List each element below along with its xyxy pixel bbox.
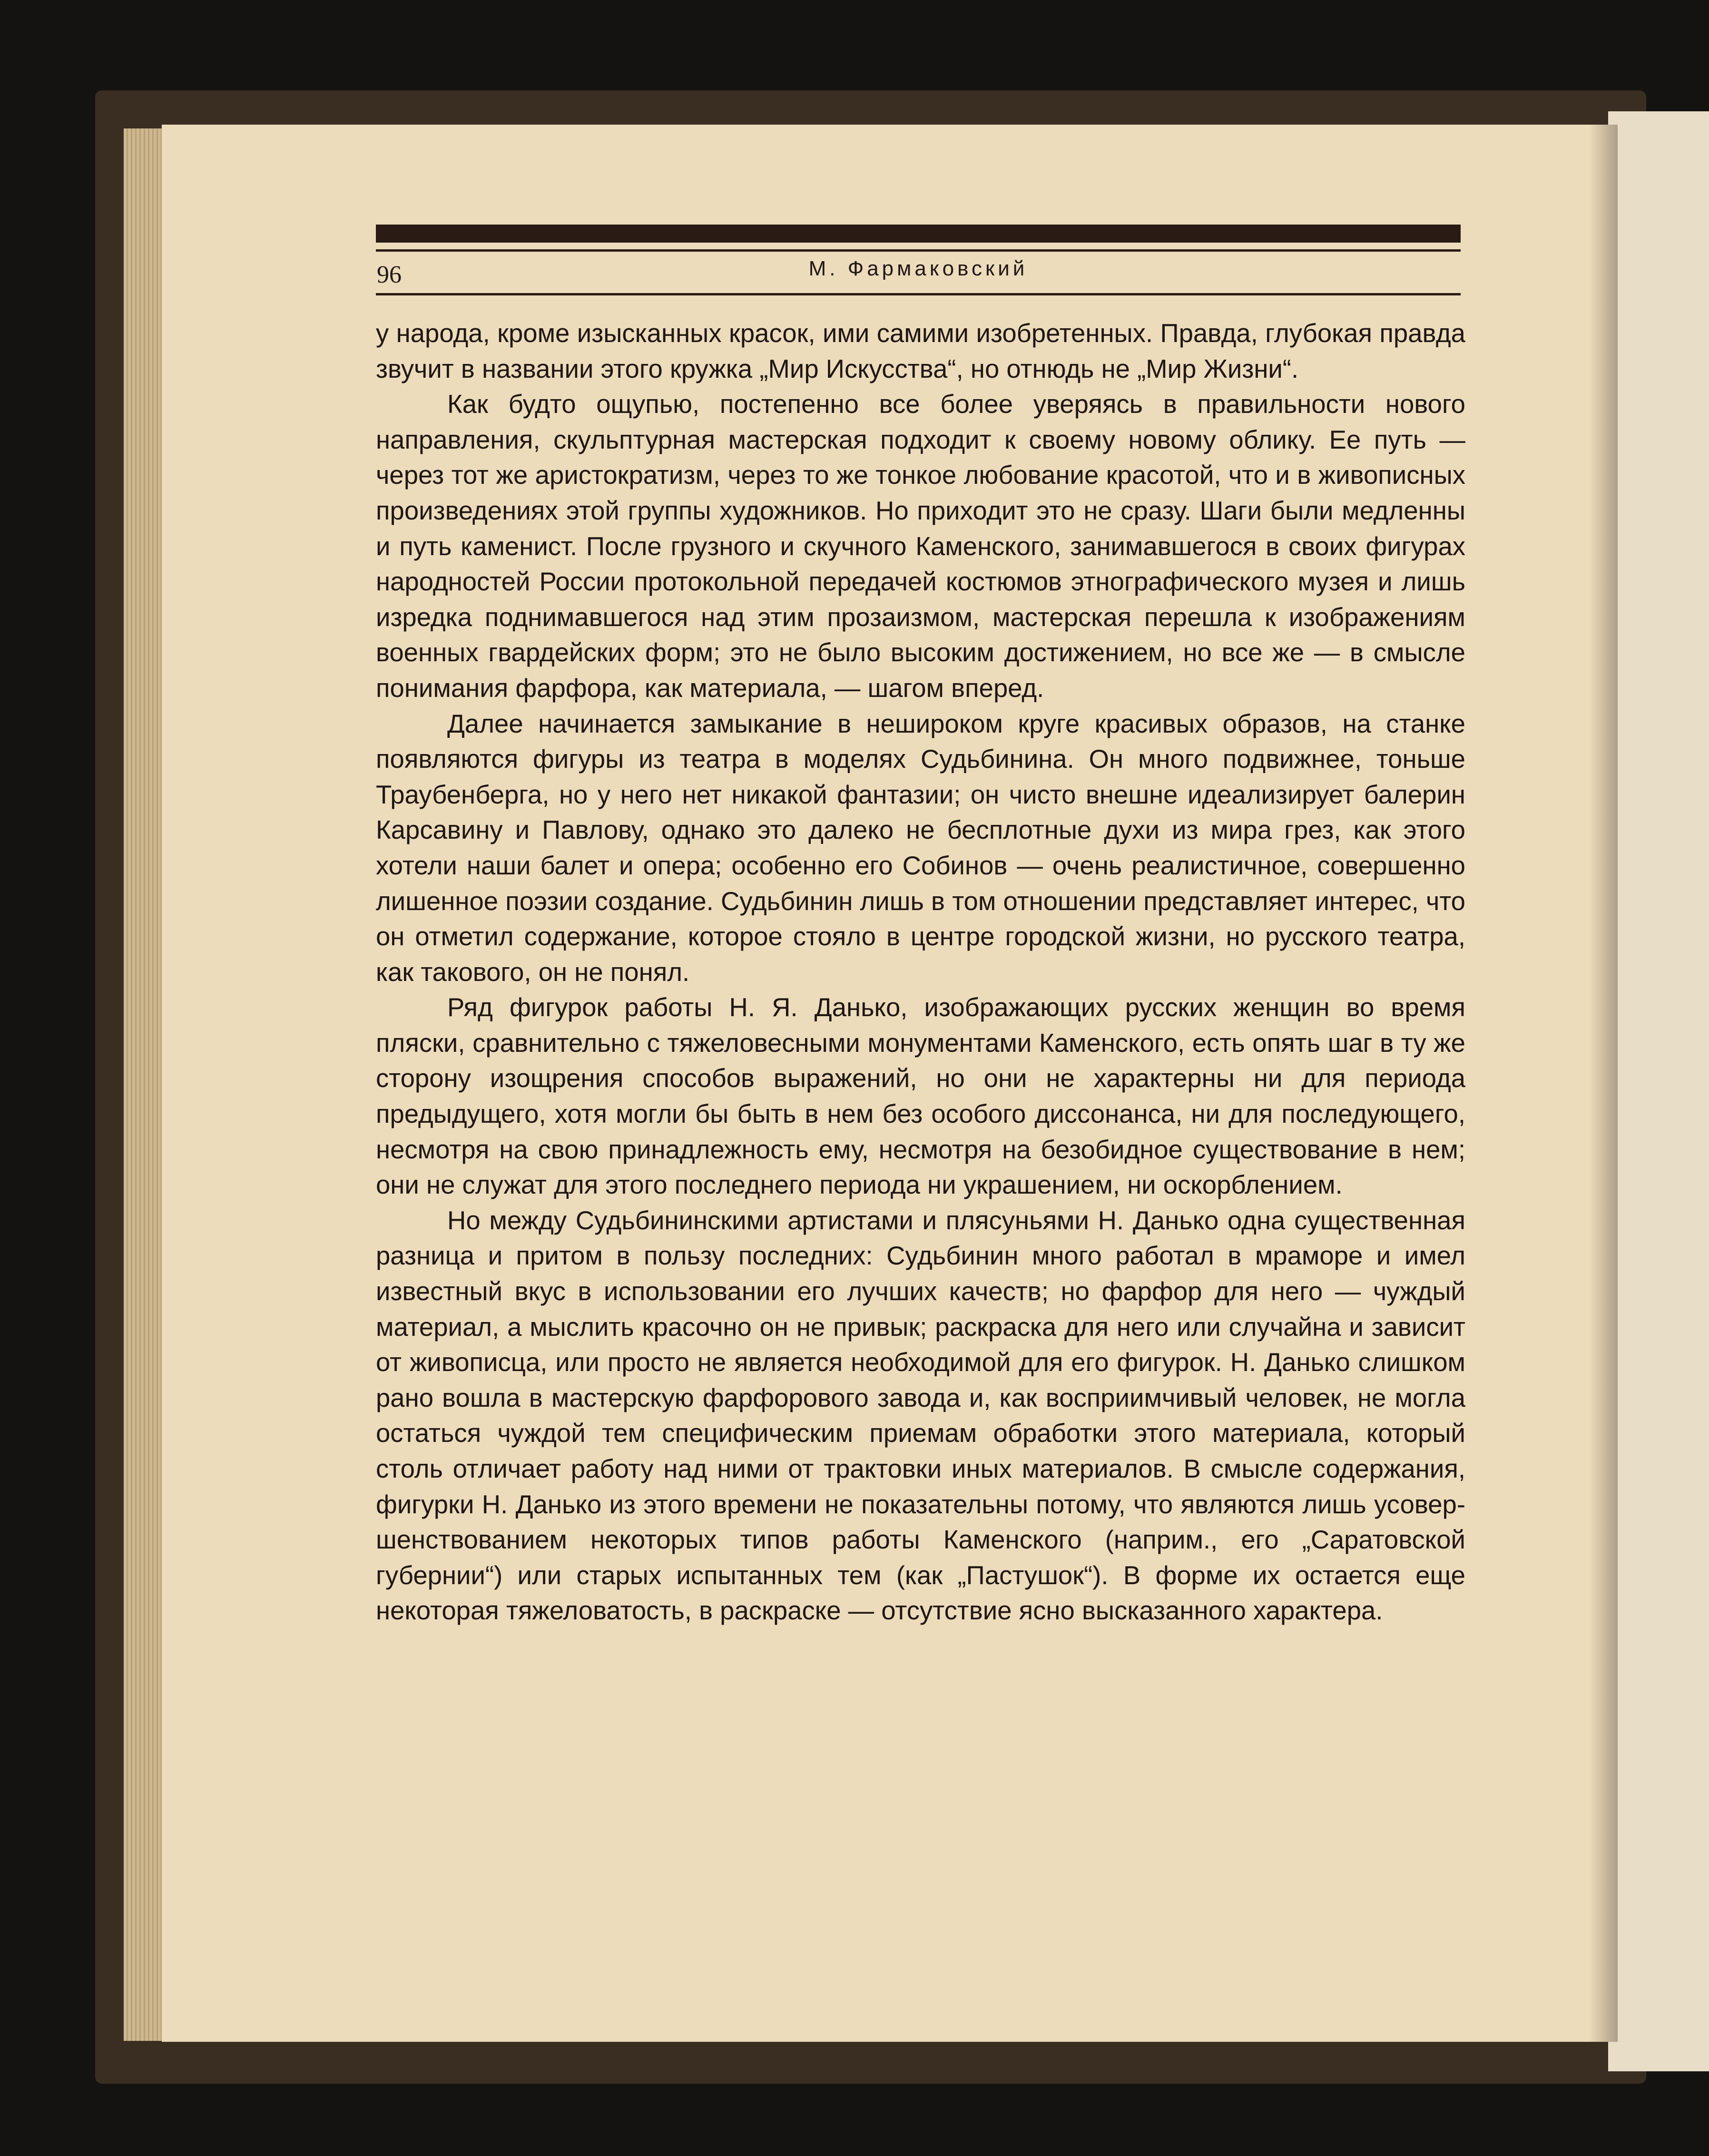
next-page-edge: [1608, 111, 1709, 2071]
running-head: [376, 257, 1461, 290]
page-number: 96: [377, 261, 402, 288]
header-thick-rule: [376, 225, 1461, 243]
author-running-title: М. Фармаковский: [808, 257, 1028, 280]
paragraph-2: Как будто ощупью, постепенно все более уверяясь в правильности нового направления, скульптурная мастерская подходит к своему новому облику. Ее путь — через тот же аристократизм, через то же тонкое любование красотой, что и в живописных произведениях этой группы художников. Но приходит это не сразу. Шаги были медленны и путь каменист. После грузного и скучного Каменского, занимавшегося в своих фигурах народностей России протокольной передачей костюмов этнографического музея и лишь изредка поднимавшегося над этим прозаизмом, мастерская перешла к изображениям военных гвардейских форм; это не было высоким достижением, но все же — в смысле понимания фарфора, как материала, — шагом вперед.: [376, 390, 1465, 703]
gutter-shadow: [1589, 125, 1618, 2042]
paragraph-5: Но между Судьбининскими артистами и плясуньями Н. Данько одна существенная разница и притом в пользу последних: Судьбинин много работал в мраморе и имел известный вкус в использовании его лучших качеств; но фарфор для него — чуждый материал, а мыслить красочно он не привык; раскраска для него или случайна и зависит от живописца, или просто не является необходимой для его фигурок. Н. Данько слишком рано вошла в мастерскую фарфорового завода и, как восприимчивый человек, не могла остаться чуждой тем специфическим приемам обработки этого материала, который столь отличает работу над ними от трактовки иных материалов. В смысле содержания, фигурки Н. Данько из этого времени не показательны потому, что являются лишь усовершенствованием некоторых типов работы Каменского (наприм., его „Саратовской губернии“) или старых испытанных тем (как „Пастушок“). В форме их остается еще некоторая тяжеловатость, в раскраске — отсутствие ясно высказанного характера.: [376, 1205, 1465, 1626]
paragraph-1: у народа, кроме изысканных красок, ими самими изобретенных. Правда, глубокая правда звучит в названии этого кружка „Мир Искусства“, но отнюдь не „Мир Жизни“.: [376, 319, 1465, 383]
header-bottom-rule: [376, 293, 1461, 295]
body-text: [376, 316, 1465, 1629]
paragraph-4: Ряд фигурок работы Н. Я. Данько, изображающих русских женщин во время пляски, сравнительно с тяжеловесными монументами Каменского, есть опять шаг в ту же сторону изощрения способов выражений, но они не характерны ни для периода предыдущего, хотя могли бы быть в нем без особого диссонанса, ни для последующего, несмотря на свою принадлежность ему, несмотря на безобидное существование в нем; они не служат для этого последнего периода ни украшением, ни оскорблением.: [376, 993, 1465, 1200]
header-thin-rule: [376, 249, 1461, 252]
paragraph-3: Далее начинается замыкание в нешироком круге красивых образов, на станке появляются фигуры из театра в моделях Судьбинина. Он много подвижнее, тоньше Траубенберга, но у него нет никакой фантазии; он чисто внешне идеализирует балерин Карсавину и Павлову, однако это далеко не бесплотные духи из мира грез, как этого хотели наши балет и опера; особенно его Собинов — очень реалистичное, совершенно лишенное поэзии создание. Судьбинин лишь в том отношении представляет интерес, что он отметил содержание, которое стояло в центре городской жизни, но русского театра, как такового, он не понял.: [376, 709, 1465, 987]
